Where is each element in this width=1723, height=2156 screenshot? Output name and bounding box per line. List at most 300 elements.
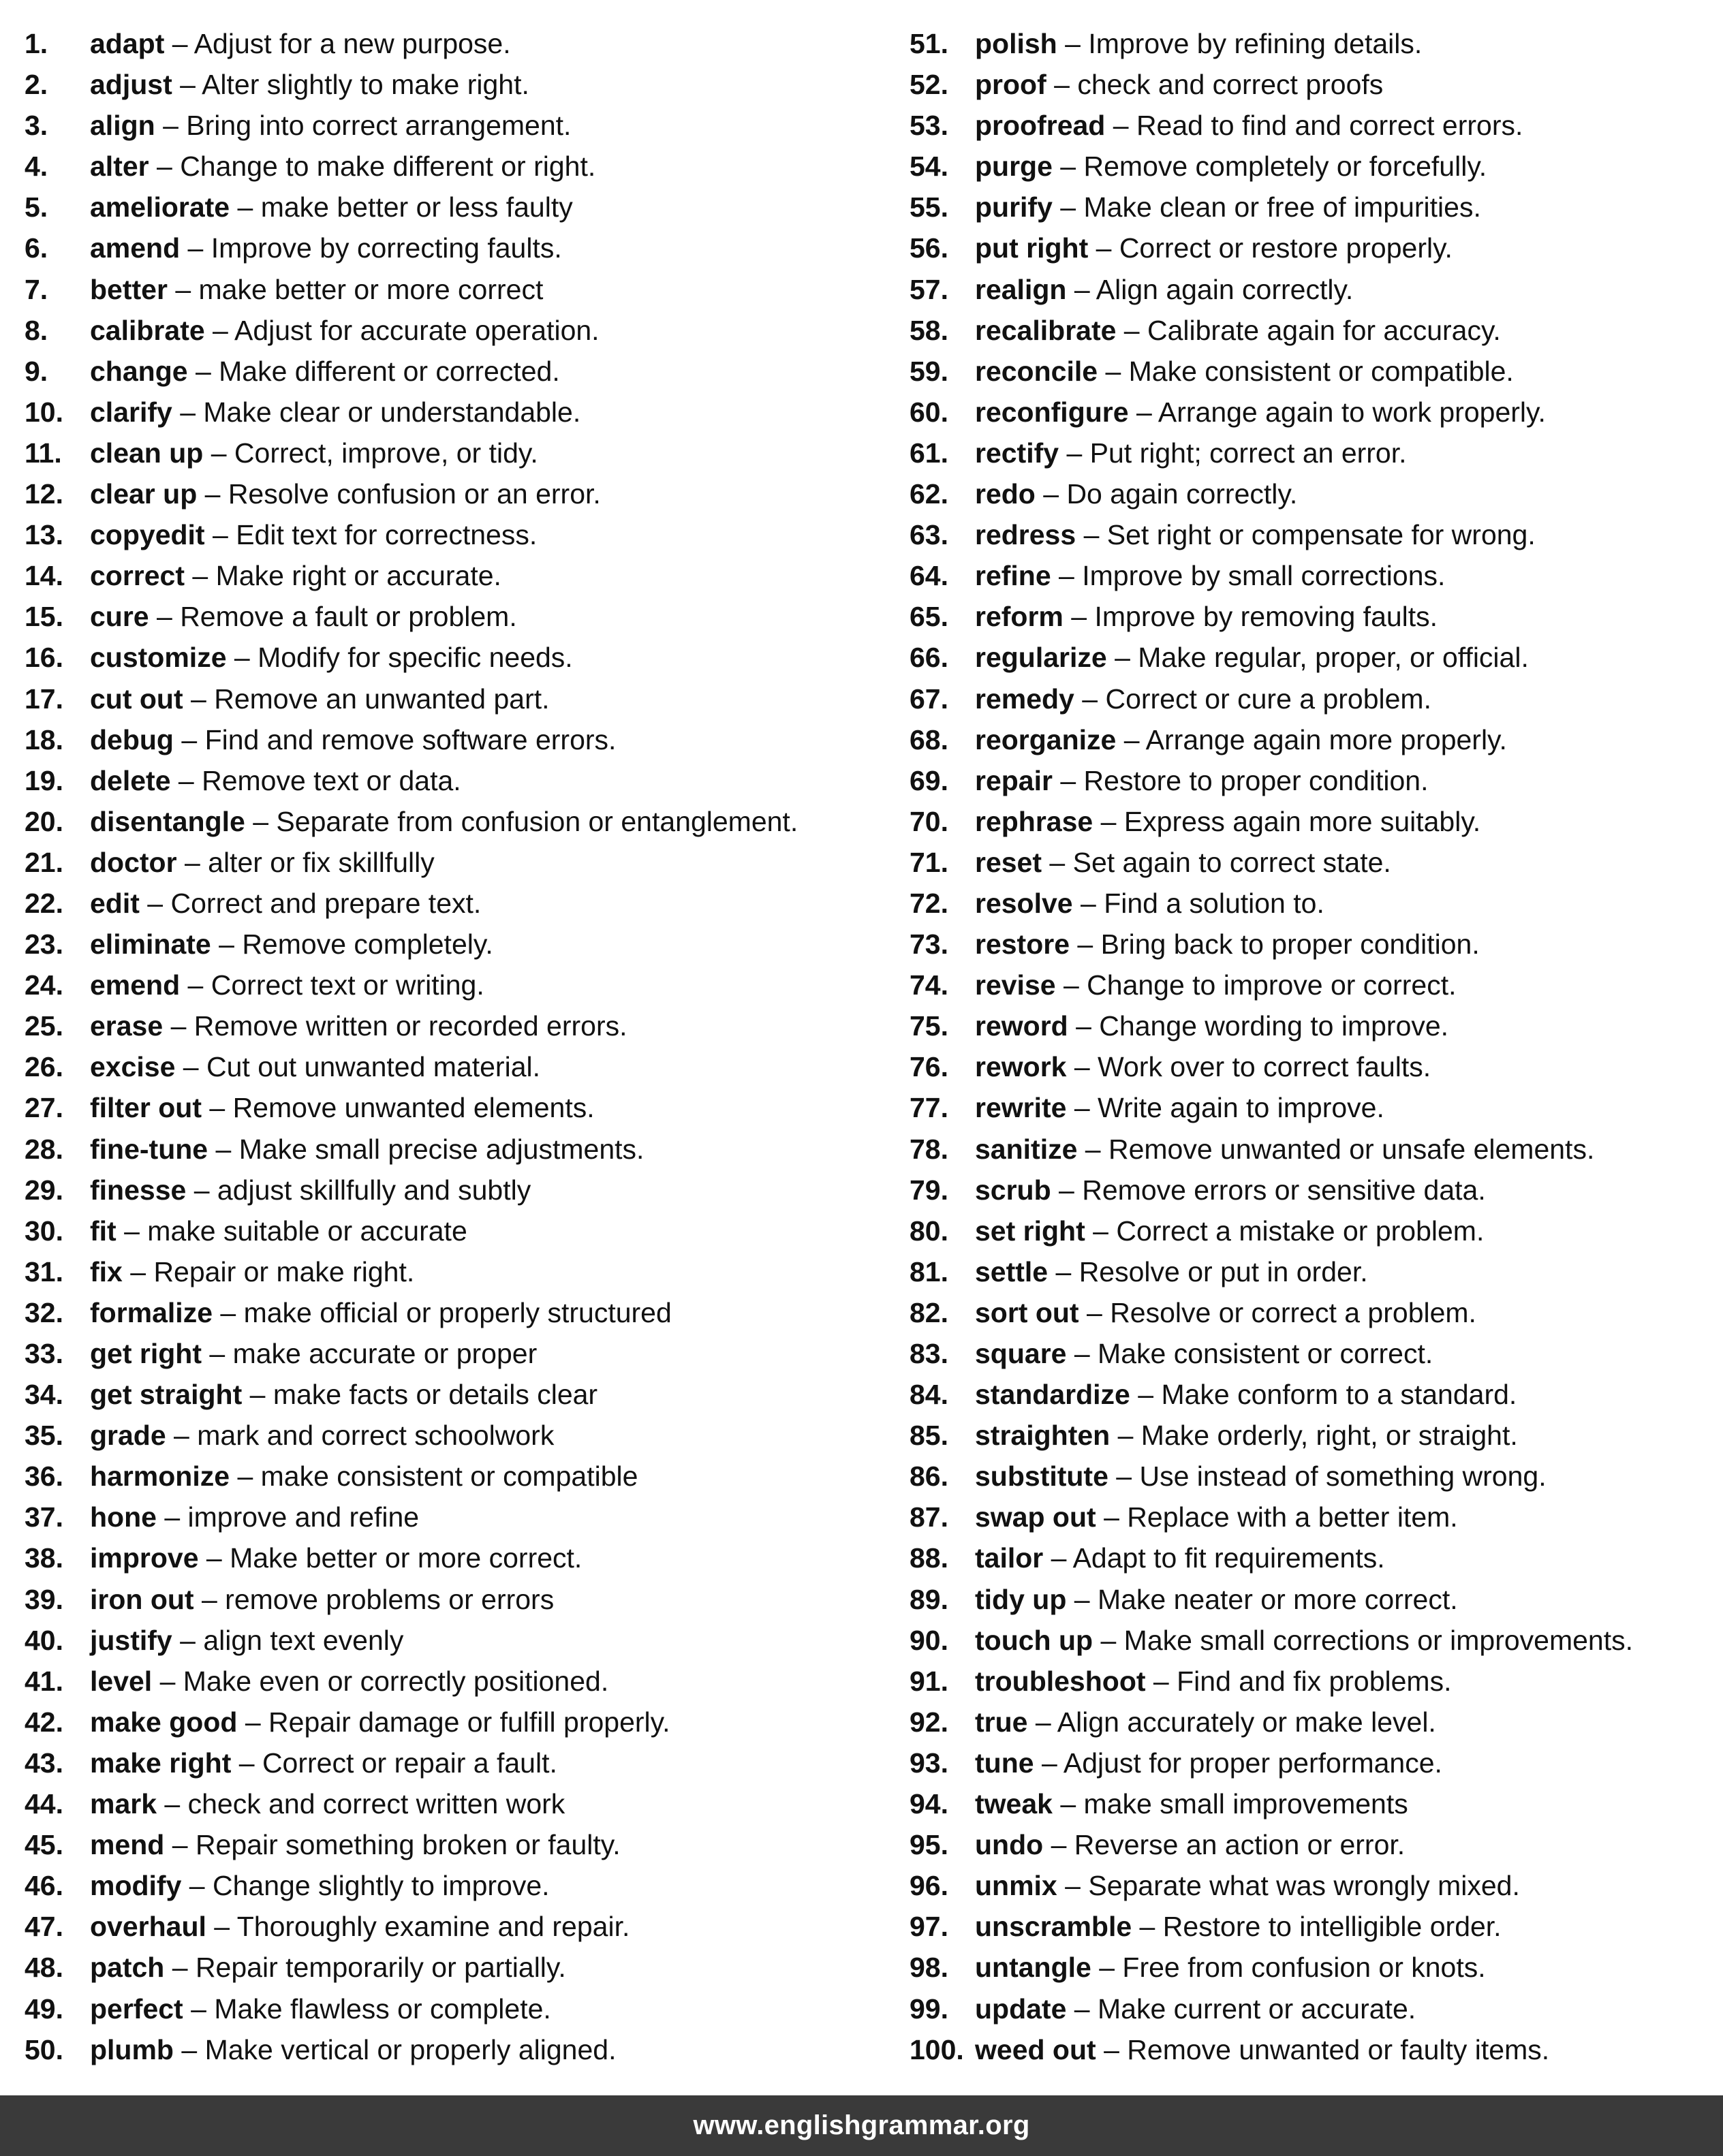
item-word: mark	[90, 1788, 157, 1820]
item-separator: –	[1051, 560, 1083, 592]
list-item	[25, 473, 883, 514]
item-entry	[975, 883, 1324, 924]
list-item	[910, 351, 1713, 392]
item-word: rework	[975, 1051, 1067, 1083]
item-word: clear up	[90, 478, 198, 510]
item-number: 97.	[910, 1911, 948, 1943]
item-number: 21.	[25, 846, 63, 878]
item-entry	[90, 1129, 644, 1170]
list-item	[25, 842, 883, 883]
item-number: 83.	[910, 1338, 948, 1369]
item-word: fit	[90, 1215, 117, 1247]
item-separator: –	[204, 314, 234, 346]
item-number: 33.	[25, 1338, 63, 1369]
item-definition: Change to improve or correct.	[1087, 969, 1457, 1001]
item-entry	[975, 1865, 1520, 1906]
item-separator: –	[1068, 1010, 1100, 1042]
item-number: 49.	[25, 1993, 63, 2025]
item-number: 93.	[910, 1747, 948, 1779]
item-separator: –	[180, 969, 211, 1001]
item-definition: Improve by removing faults.	[1094, 601, 1438, 633]
item-definition: Work over to correct faults.	[1098, 1051, 1431, 1083]
item-word: repair	[975, 764, 1053, 796]
item-definition: make consistent or compatible	[260, 1460, 638, 1493]
item-number: 14.	[25, 560, 63, 592]
item-word: make good	[90, 1706, 238, 1738]
item-entry	[90, 637, 573, 678]
item-entry	[90, 1537, 582, 1578]
item-word: patch	[90, 1952, 165, 1984]
list-item	[25, 1743, 883, 1783]
item-entry	[975, 1292, 1476, 1333]
item-entry	[975, 2029, 1549, 2070]
item-word: cure	[90, 601, 149, 633]
item-separator: –	[1105, 110, 1136, 142]
item-entry	[90, 473, 601, 514]
item-definition: Make regular, proper, or official.	[1138, 642, 1529, 674]
item-number: 81.	[910, 1255, 948, 1287]
item-definition: make facts or details clear	[273, 1379, 598, 1411]
item-separator: –	[1145, 1665, 1177, 1697]
item-word: sanitize	[975, 1133, 1078, 1165]
list-item	[25, 1947, 883, 1988]
list-item	[25, 1210, 883, 1251]
item-separator: –	[152, 1665, 183, 1697]
item-separator: –	[1066, 1338, 1098, 1369]
list-item	[910, 1537, 1713, 1578]
item-word: customize	[90, 642, 227, 674]
item-entry	[975, 351, 1514, 392]
item-word: scrub	[975, 1174, 1051, 1206]
item-number: 70.	[910, 805, 948, 837]
item-number: 8.	[25, 314, 48, 346]
list-item	[25, 1251, 883, 1292]
item-separator: –	[172, 69, 202, 101]
item-entry	[90, 1743, 557, 1783]
item-number: 1.	[25, 28, 48, 59]
item-separator: –	[197, 478, 228, 510]
item-word: reset	[975, 846, 1042, 878]
item-number: 6.	[25, 232, 48, 264]
item-number: 20.	[25, 805, 63, 837]
item-separator: –	[187, 355, 219, 387]
list-item	[25, 228, 883, 268]
item-separator: –	[176, 846, 208, 878]
item-definition: make suitable or accurate	[147, 1215, 467, 1247]
item-separator: –	[1128, 396, 1158, 428]
item-definition: Find and fix problems.	[1177, 1665, 1452, 1697]
item-number: 80.	[910, 1215, 948, 1247]
item-entry	[90, 228, 562, 268]
item-separator: –	[242, 1379, 273, 1411]
item-number: 58.	[910, 314, 948, 346]
item-separator: –	[1070, 928, 1101, 960]
item-word: overhaul	[90, 1911, 206, 1943]
item-definition: Separate what was wrongly mixed.	[1088, 1870, 1520, 1902]
item-number: 46.	[25, 1870, 63, 1902]
list-item	[910, 883, 1713, 924]
item-number: 78.	[910, 1133, 948, 1165]
list-item	[910, 1129, 1713, 1170]
list-item	[910, 310, 1713, 351]
list-item	[910, 392, 1713, 433]
item-entry	[90, 1702, 670, 1743]
item-word: harmonize	[90, 1460, 230, 1493]
item-definition: Set again to correct state.	[1072, 846, 1391, 878]
item-number: 57.	[910, 273, 948, 305]
item-entry	[90, 719, 616, 760]
list-item	[25, 1620, 883, 1661]
item-word: erase	[90, 1010, 164, 1042]
item-definition: Find and remove software errors.	[204, 723, 617, 755]
item-entry	[975, 1537, 1385, 1578]
item-definition: Thoroughly examine and repair.	[236, 1911, 630, 1943]
item-entry	[975, 269, 1353, 310]
item-entry	[90, 924, 493, 965]
item-number: 75.	[910, 1010, 948, 1042]
item-definition: Remove an unwanted part.	[214, 683, 550, 715]
item-definition: Make vertical or properly aligned.	[204, 2033, 617, 2065]
item-entry	[90, 310, 600, 351]
item-entry	[975, 1824, 1405, 1865]
item-word: reconfigure	[975, 396, 1129, 428]
item-word: recalibrate	[975, 314, 1117, 346]
list-item	[910, 1374, 1713, 1415]
item-separator: –	[1093, 1624, 1124, 1656]
item-definition: Put right; correct an error.	[1089, 437, 1407, 469]
item-word: tidy up	[975, 1583, 1067, 1615]
item-word: reorganize	[975, 723, 1117, 755]
item-definition: Remove unwanted or unsafe elements.	[1108, 1133, 1595, 1165]
item-number: 65.	[910, 601, 948, 633]
footer-bar	[0, 2095, 1723, 2156]
item-separator: –	[1085, 1215, 1117, 1247]
item-entry	[90, 1292, 672, 1333]
item-word: reconcile	[975, 355, 1098, 387]
item-separator: –	[1027, 1706, 1057, 1738]
item-definition: make accurate or proper	[232, 1338, 538, 1369]
item-separator: –	[1063, 601, 1095, 633]
item-entry	[90, 146, 595, 187]
item-entry	[90, 514, 537, 555]
item-word: unscramble	[975, 1911, 1132, 1943]
item-entry	[975, 1947, 1486, 1988]
list-item	[910, 2029, 1713, 2070]
item-entry	[90, 760, 461, 801]
item-word: doctor	[90, 846, 177, 878]
list-item	[25, 555, 883, 596]
item-word: adjust	[90, 69, 172, 101]
item-word: purge	[975, 151, 1053, 183]
item-word: update	[975, 1993, 1067, 2025]
item-entry	[975, 1988, 1416, 2029]
item-number: 66.	[910, 642, 948, 674]
item-number: 29.	[25, 1174, 63, 1206]
item-number: 88.	[910, 1542, 948, 1574]
item-number: 25.	[25, 1010, 63, 1042]
item-number: 64.	[910, 560, 948, 592]
item-number: 62.	[910, 478, 948, 510]
item-separator: –	[204, 519, 236, 551]
list-item	[25, 2029, 883, 2070]
item-number: 94.	[910, 1788, 948, 1820]
item-word: realign	[975, 273, 1067, 305]
item-entry	[975, 310, 1501, 351]
item-word: fix	[90, 1255, 123, 1287]
item-word: restore	[975, 928, 1070, 960]
item-definition: Restore to intelligible order.	[1162, 1911, 1502, 1943]
item-definition: Resolve or put in order.	[1078, 1255, 1368, 1287]
item-entry	[90, 1374, 597, 1415]
list-item	[910, 514, 1713, 555]
item-word: polish	[975, 28, 1057, 59]
list-item	[910, 801, 1713, 842]
item-number: 77.	[910, 1092, 948, 1124]
item-number: 40.	[25, 1624, 63, 1656]
item-word: clean up	[90, 437, 204, 469]
item-entry	[90, 1906, 630, 1947]
item-definition: Repair something broken or faulty.	[195, 1829, 621, 1861]
item-entry	[975, 1456, 1547, 1497]
item-definition: Improve by correcting faults.	[211, 232, 562, 264]
item-separator: –	[173, 2033, 205, 2065]
item-entry	[90, 965, 484, 1005]
list-item	[910, 1005, 1713, 1046]
item-number: 85.	[910, 1420, 948, 1452]
list-item	[910, 228, 1713, 268]
item-word: make right	[90, 1747, 232, 1779]
item-word: debug	[90, 723, 174, 755]
item-number: 24.	[25, 969, 63, 1001]
list-item	[25, 760, 883, 801]
item-number: 47.	[25, 1911, 63, 1943]
list-item	[25, 1333, 883, 1374]
item-separator: –	[208, 1133, 239, 1165]
item-separator: –	[1043, 1542, 1073, 1574]
item-entry	[975, 64, 1383, 105]
item-separator: –	[1052, 191, 1084, 223]
list-item	[910, 1210, 1713, 1251]
list-item	[910, 1579, 1713, 1620]
item-number: 55.	[910, 191, 948, 223]
item-number: 39.	[25, 1583, 63, 1615]
item-separator: –	[167, 273, 199, 305]
item-entry	[90, 433, 538, 473]
item-word: substitute	[975, 1460, 1108, 1493]
item-number: 38.	[25, 1542, 63, 1574]
item-number: 30.	[25, 1215, 63, 1247]
item-entry	[90, 596, 517, 637]
item-number: 95.	[910, 1829, 948, 1861]
item-separator: –	[1130, 1379, 1162, 1411]
item-word: square	[975, 1338, 1067, 1369]
item-definition: Make current or accurate.	[1098, 1993, 1416, 2025]
list-item	[25, 1005, 883, 1046]
item-word: correct	[90, 560, 185, 592]
item-entry	[975, 760, 1429, 801]
item-word: put right	[975, 232, 1089, 264]
item-definition: alter or fix skillfully	[208, 846, 435, 878]
item-entry	[975, 473, 1297, 514]
item-definition: Make different or corrected.	[219, 355, 560, 387]
item-word: cut out	[90, 683, 183, 715]
list-item	[25, 1579, 883, 1620]
item-separator: –	[164, 28, 194, 59]
item-definition: Make orderly, right, or straight.	[1140, 1420, 1518, 1452]
list-item	[910, 473, 1713, 514]
item-entry	[975, 1129, 1594, 1170]
list-item	[25, 1046, 883, 1087]
item-definition: Remove text or data.	[202, 764, 461, 796]
item-separator: –	[164, 1829, 196, 1861]
item-definition: improve and refine	[187, 1501, 420, 1533]
item-word: rewrite	[975, 1092, 1067, 1124]
item-entry	[975, 433, 1407, 473]
item-word: purify	[975, 191, 1053, 223]
item-entry	[90, 1046, 540, 1087]
item-entry	[975, 1374, 1517, 1415]
item-separator: –	[198, 1542, 230, 1574]
item-entry	[90, 351, 560, 392]
item-separator: –	[1035, 478, 1067, 510]
item-number: 9.	[25, 355, 48, 387]
item-separator: –	[193, 1583, 226, 1615]
item-definition: Repair or make right.	[153, 1255, 415, 1287]
item-separator: –	[201, 1092, 233, 1124]
item-definition: Adjust for a new purpose.	[193, 28, 511, 59]
item-number: 63.	[910, 519, 948, 551]
list-item	[910, 1865, 1713, 1906]
item-separator: –	[173, 723, 205, 755]
item-definition: Make clear or understandable.	[203, 396, 581, 428]
item-separator: –	[1057, 28, 1089, 59]
item-word: justify	[90, 1624, 172, 1656]
list-item	[910, 1661, 1713, 1702]
item-word: better	[90, 273, 168, 305]
item-separator: –	[186, 1174, 217, 1206]
item-number: 72.	[910, 887, 948, 919]
item-definition: adjust skillfully and subtly	[217, 1174, 531, 1206]
item-definition: Make consistent or correct.	[1098, 1338, 1433, 1369]
item-separator: –	[1066, 273, 1096, 305]
item-number: 35.	[25, 1420, 63, 1452]
list-item	[910, 965, 1713, 1005]
item-number: 59.	[910, 355, 948, 387]
item-entry	[90, 1333, 537, 1374]
item-definition: Cut out unwanted material.	[206, 1051, 540, 1083]
item-word: adapt	[90, 28, 165, 59]
item-entry	[975, 1906, 1502, 1947]
list-item	[25, 1497, 883, 1537]
item-number: 69.	[910, 764, 948, 796]
item-word: modify	[90, 1870, 182, 1902]
item-number: 99.	[910, 1993, 948, 2025]
item-word: troubleshoot	[975, 1665, 1146, 1697]
item-entry	[90, 269, 543, 310]
item-separator: –	[155, 110, 187, 142]
item-definition: Correct or repair a fault.	[262, 1747, 557, 1779]
item-word: redress	[975, 519, 1076, 551]
item-number: 22.	[25, 887, 63, 919]
list-item	[910, 1743, 1713, 1783]
list-item	[25, 1537, 883, 1578]
list-item	[25, 1456, 883, 1497]
list-item	[25, 719, 883, 760]
item-entry	[90, 1947, 566, 1988]
item-word: remedy	[975, 683, 1074, 715]
item-entry	[975, 514, 1536, 555]
item-entry	[975, 1005, 1448, 1046]
item-word: settle	[975, 1255, 1049, 1287]
item-number: 4.	[25, 151, 48, 183]
item-definition: Correct text or writing.	[211, 969, 484, 1001]
item-definition: Make neater or more correct.	[1097, 1583, 1458, 1615]
item-number: 96.	[910, 1870, 948, 1902]
list-item	[910, 1292, 1713, 1333]
item-definition: Edit text for correctness.	[236, 519, 538, 551]
item-entry	[975, 1251, 1368, 1292]
item-number: 48.	[25, 1952, 63, 1984]
list-item	[910, 596, 1713, 637]
word-list-left-column	[25, 23, 883, 2070]
item-number: 13.	[25, 519, 63, 551]
item-number: 71.	[910, 846, 948, 878]
item-number: 28.	[25, 1133, 63, 1165]
item-entry	[90, 187, 573, 228]
item-separator: –	[203, 437, 234, 469]
item-definition: Resolve or correct a problem.	[1110, 1296, 1476, 1328]
list-item	[910, 637, 1713, 678]
item-entry	[90, 1497, 419, 1537]
list-item	[25, 514, 883, 555]
item-entry	[975, 187, 1481, 228]
item-number: 82.	[910, 1296, 948, 1328]
item-number: 60.	[910, 396, 948, 428]
item-number: 52.	[910, 69, 948, 101]
list-item	[25, 1292, 883, 1333]
item-number: 87.	[910, 1501, 948, 1533]
item-definition: Align accurately or make level.	[1057, 1706, 1436, 1738]
list-item	[25, 924, 883, 965]
item-number: 68.	[910, 723, 948, 755]
item-number: 45.	[25, 1829, 63, 1861]
item-separator: –	[206, 1911, 237, 1943]
item-entry	[975, 1415, 1518, 1456]
item-separator: –	[237, 1706, 269, 1738]
item-definition: Remove completely or forcefully.	[1083, 151, 1487, 183]
item-word: copyedit	[90, 519, 205, 551]
item-number: 26.	[25, 1051, 63, 1083]
item-entry	[975, 924, 1480, 965]
item-word: swap out	[975, 1501, 1096, 1533]
list-item	[25, 1415, 883, 1456]
item-entry	[975, 719, 1507, 760]
item-separator: –	[139, 887, 171, 919]
item-word: iron out	[90, 1583, 194, 1615]
item-number: 54.	[910, 151, 948, 183]
item-number: 5.	[25, 191, 48, 223]
item-definition: Resolve confusion or an error.	[228, 478, 601, 510]
list-item	[25, 596, 883, 637]
item-entry	[975, 596, 1438, 637]
item-entry	[90, 1988, 551, 2029]
item-definition: align text evenly	[203, 1624, 404, 1656]
item-number: 44.	[25, 1788, 63, 1820]
item-number: 91.	[910, 1665, 948, 1697]
item-definition: Repair damage or fulfill properly.	[268, 1706, 670, 1738]
item-word: align	[90, 110, 155, 142]
item-definition: Arrange again to work properly.	[1158, 396, 1546, 428]
